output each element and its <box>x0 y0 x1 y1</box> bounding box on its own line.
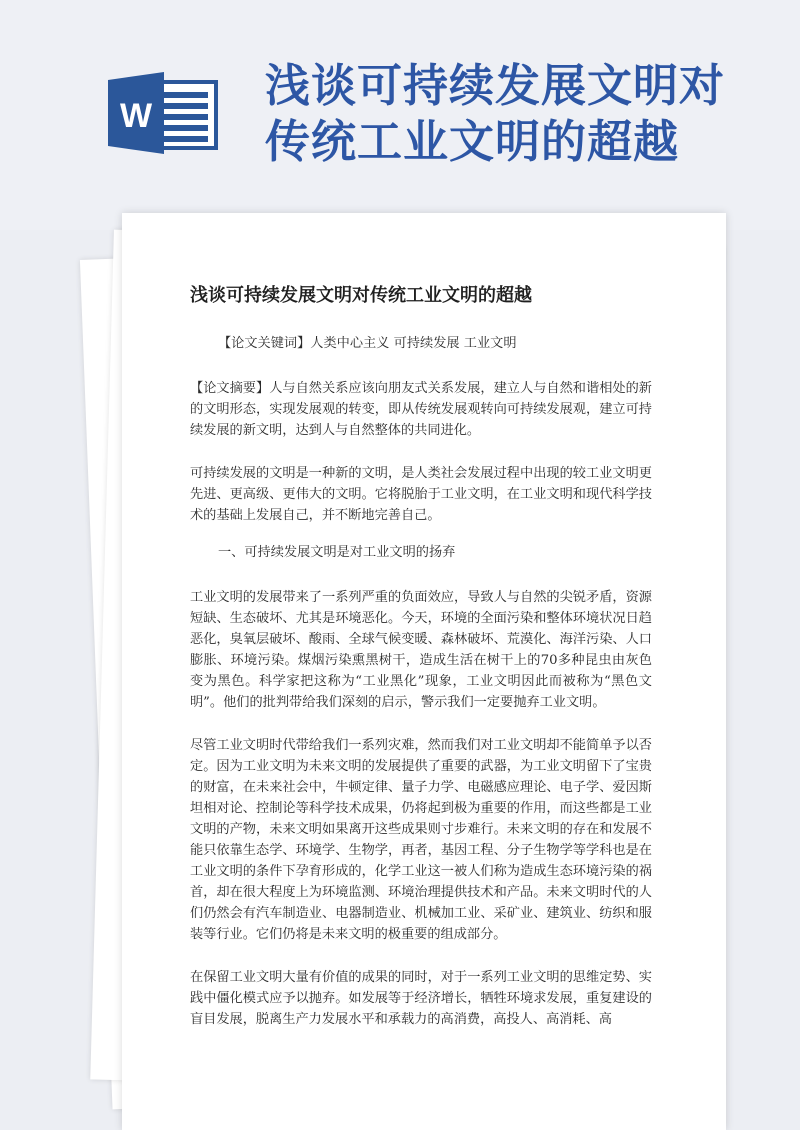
banner-title-line-2: 传统工业文明的超越 <box>265 115 680 168</box>
banner-title <box>265 58 785 170</box>
word-logo-letter: W <box>119 97 153 135</box>
body-paragraph-1: 工业文明的发展带来了一系列严重的负面效应，导致人与自然的尖锐矛盾，资源短缺、生态破坏、尤其是环境恶化。今天，环境的全面污染和整体环境状况日趋恶化，臭氧层破坏、酸雨、全球气候变暖、森林破坏、荒漠化、海洋污染、人口膨胀、环境污染。煤烟污染熏黑树干，造成生活在树干上的70多种昆虫由灰色变为黑色。科学家把这称为“工业黑化”现象，工业文明因此而被称为“黑色文明”。他们的批判带给我们深刻的启示，警示我们一定要抛弃工业文明。 <box>190 590 652 710</box>
abstract-paragraph: 【论文摘要】人与自然关系应该向朋友式关系发展，建立人与自然和谐相处的新的文明形态，实现发展观的转变，即从传统发展观转向可持续发展观，建立可持续发展的新文明，达到人与自然整体的共同进化。 <box>190 381 652 438</box>
banner-title-line-1: 浅谈可持续发展文明对 <box>265 59 726 112</box>
document-title: 浅谈可持续发展文明对传统工业文明的超越 <box>190 285 532 306</box>
document-page <box>122 213 726 1130</box>
section-heading-1: 一、可持续发展文明是对工业文明的扬弃 <box>218 545 456 560</box>
document-body <box>190 283 652 1052</box>
body-paragraph-3: 在保留工业文明大量有价值的成果的同时，对于一系列工业文明的思维定势、实践中僵化模式应予以抛弃。如发展等于经济增长，牺牲环境求发展，重复建设的盲目发展，脱离生产力发展水平和承载力的高消费，高投人、高消耗、高 <box>190 970 652 1027</box>
word-document-icon <box>108 72 220 154</box>
intro-paragraph: 可持续发展的文明是一种新的文明，是人类社会发展过程中出现的较工业文明更先进、更高级、更伟大的文明。它将脱胎于工业文明，在工业文明和现代科学技术的基础上发展自己，并不断地完善自己。 <box>190 466 652 523</box>
keywords-line: 【论文关键词】人类中心主义 可持续发展 工业文明 <box>218 336 517 351</box>
body-paragraph-2: 尽管工业文明时代带给我们一系列灾难，然而我们对工业文明却不能简单予以否定。因为工业文明为未来文明的发展提供了重要的武器，为工业文明留下了宝贵的财富，在未来社会中，牛顿定律、量子力学、电磁感应理论、电子学、爱因斯坦相对论、控制论等科学技术成果，仍将起到极为重要的作用，而这些都是工业文明的产物，未来文明如果离开这些成果则寸步难行。未来文明的存在和发展不能只依靠生态学、环境学、生物学，再者，基因工程、分子生物学等学科也是在工业文明的条件下孕育形成的，化学工业这一被人们称为造成生态环境污染的祸首，却在很大程度上为环境监测、环境治理提供技术和产品。未来文明时代的人们仍然会有汽车制造业、电器制造业、机械加工业、采矿业、建筑业、纺织和服装等行业。它们仍将是未来文明的极重要的组成部分。 <box>190 738 652 942</box>
